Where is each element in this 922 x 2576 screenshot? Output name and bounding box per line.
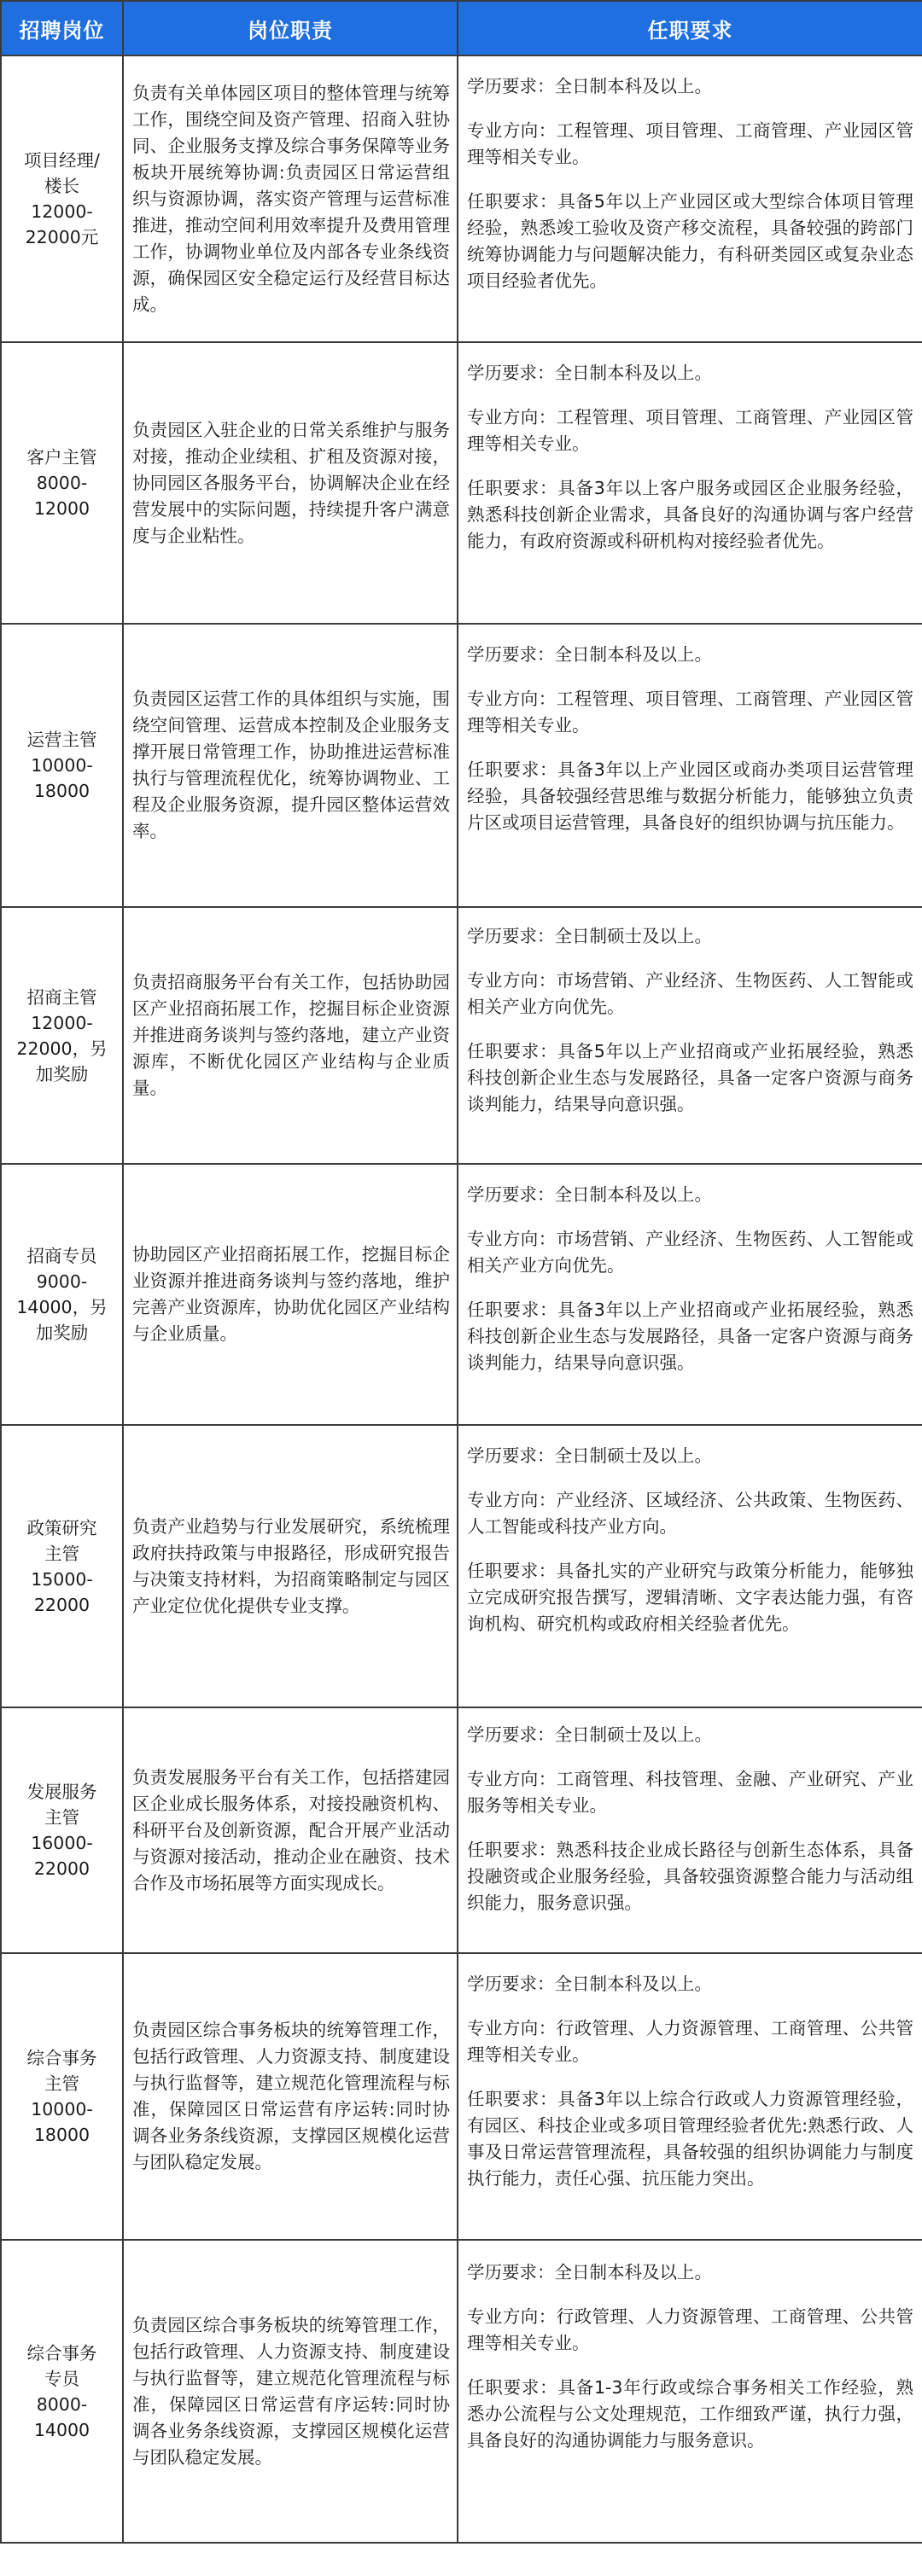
duties-cell: 负责园区综合事务板块的统筹管理工作，包括行政管理、人力资源支持、制度建设与执行监督等，建立规范化管理流程与标准，保障园区日常运营有序运转:同时协调各业务条线资源，支撑园区规模化运营与团队稳定发展。: [123, 1953, 458, 2240]
experience-requirement: 任职要求：具备1-3年行政或综合事务相关工作经验，熟悉办公流程与公文处理规范，工作细致严谨，执行力强，具备良好的沟通协调能力与服务意识。: [467, 2377, 913, 2451]
position-line: 主管: [44, 1543, 79, 1564]
major-requirement: 专业方向：工程管理、项目管理、工商管理、产业园区管理等相关专业。: [467, 120, 913, 167]
duties-cell: 负责产业趋势与行业发展研究，系统梳理政府扶持政策与申报路径，形成研究报告与决策支持材料，为招商策略制定与园区产业定位优化提供专业支撑。: [123, 1425, 458, 1707]
experience-requirement: 任职要求：具备3年以上综合行政或人力资源管理经验，有园区、科技企业或多项目管理经验者优先:熟悉行政、人事及日常运营管理流程，具备较强的组织协调能力与制度执行能力，责任心强、抗压能力突出。: [467, 2089, 913, 2189]
duties-cell: 协助园区产业招商拓展工作，挖掘目标企业资源并推进商务谈判与签约落地，维护完善产业资源库，协助优化园区产业结构与企业质量。: [123, 1164, 458, 1425]
header-duties: 岗位职责: [123, 1, 458, 55]
position-line: 16000-: [31, 1833, 93, 1853]
position-line: 12000: [33, 498, 90, 519]
education-requirement: 学历要求：全日制本科及以上。: [467, 2262, 712, 2282]
position-line: 加奖励: [35, 1063, 89, 1084]
position-line: 22000: [33, 1858, 90, 1879]
duties-cell: 负责园区运营工作的具体组织与实施，围绕空间管理、运营成本控制及企业服务支撑开展日常管理工作，协助推进运营标准执行与管理流程优化，统筹协调物业、工程及企业服务资源，提升园区整体运营效率。: [123, 624, 458, 907]
experience-requirement: 任职要求：具备3年以上客户服务或园区企业服务经验，熟悉科技创新企业需求，具备良好的沟通协调与客户经营能力，有政府资源或科研机构对接经验者优先。: [467, 478, 913, 551]
position-line: 14000: [33, 2419, 90, 2440]
table-row: [1, 1425, 922, 1707]
education-requirement: 学历要求：全日制硕士及以上。: [467, 1445, 712, 1466]
position-line: 发展服务: [26, 1782, 97, 1802]
table-row: [1, 342, 922, 624]
position-cell: [1, 1425, 123, 1707]
requirements-cell: [458, 1953, 922, 2240]
experience-requirement: 任职要求：熟悉科技企业成长路径与创新生态体系，具备投融资或企业服务经验，具备较强资源整合能力与活动组织能力，服务意识强。: [467, 1840, 913, 1913]
header-position: 招聘岗位: [1, 1, 123, 55]
position-line: 14000，另: [16, 1297, 108, 1317]
experience-requirement: 任职要求：具备5年以上产业园区或大型综合体项目管理经验，熟悉竣工验收及资产移交流程，具备较强的跨部门统筹协调能力与问题解决能力，有科研类园区或复杂业态项目经验者优先。: [467, 191, 913, 291]
position-cell: [1, 1707, 123, 1953]
position-line: 12000-: [31, 1012, 93, 1033]
table-header-row: [1, 1, 922, 55]
position-line: 招商专员: [26, 1246, 97, 1266]
position-line: 8000-: [36, 473, 88, 493]
requirements-cell: [458, 342, 922, 624]
education-requirement: 学历要求：全日制本科及以上。: [467, 76, 712, 96]
requirements-cell: [458, 1425, 922, 1707]
education-requirement: 学历要求：全日制本科及以上。: [467, 363, 712, 383]
major-requirement: 专业方向：工程管理、项目管理、工商管理、产业园区管理等相关专业。: [467, 407, 913, 454]
duties-cell: 负责招商服务平台有关工作，包括协助园区产业招商拓展工作，挖掘目标企业资源并推进商务谈判与签约落地，建立产业资源库，不断优化园区产业结构与企业质量。: [123, 907, 458, 1164]
position-line: 专员: [44, 2368, 79, 2389]
table-row: [1, 1953, 922, 2240]
position-line: 主管: [44, 2073, 79, 2094]
table-row: [1, 1164, 922, 1425]
position-line: 9000-: [36, 1271, 88, 1292]
position-line: 22000元: [25, 227, 99, 247]
experience-requirement: 任职要求：具备3年以上产业招商或产业拓展经验，熟悉科技创新企业生态与发展路径，具备一定客户资源与商务谈判能力，结果导向意识强。: [467, 1300, 913, 1373]
table-body: [1, 55, 922, 2543]
position-line: 18000: [33, 781, 90, 801]
position-line: 客户主管: [26, 447, 97, 468]
major-requirement: 专业方向：产业经济、区域经济、公共政策、生物医药、人工智能或科技产业方向。: [467, 1490, 913, 1537]
position-line: 22000，另: [16, 1038, 108, 1059]
table-row: [1, 624, 922, 907]
table-row: [1, 2240, 922, 2543]
table-row: [1, 55, 922, 342]
position-line: 12000-: [31, 201, 93, 222]
requirements-cell: [458, 1164, 922, 1425]
table-row: [1, 907, 922, 1164]
position-line: 综合事务: [26, 2048, 97, 2068]
requirements-cell: [458, 624, 922, 907]
position-line: 10000-: [31, 755, 93, 776]
position-line: 22000: [33, 1594, 90, 1615]
position-line: 18000: [33, 2125, 90, 2145]
position-cell: [1, 1953, 123, 2240]
position-line: 项目经理/: [24, 150, 100, 171]
duties-cell: 负责有关单体园区项目的整体管理与统筹工作，围绕空间及资产管理、招商入驻协同、企业服务支撑及综合事务保障等业务板块开展统筹协调:负责园区日常运营组织与资源协调，落实资产管理与运营标准推进，推动空间利用效率提升及费用管理工作，协调物业单位及内部各专业条线资源，确保园区安全稳定运行及经营目标达成。: [123, 55, 458, 342]
major-requirement: 专业方向：市场营销、产业经济、生物医药、人工智能或相关产业方向优先。: [467, 970, 913, 1017]
position-line: 综合事务: [26, 2342, 97, 2364]
requirements-cell: [458, 907, 922, 1164]
position-line: 10000-: [31, 2099, 93, 2120]
education-requirement: 学历要求：全日制硕士及以上。: [467, 1724, 712, 1745]
position-line: 招商主管: [26, 986, 97, 1008]
major-requirement: 专业方向：行政管理、人力资源管理、工商管理、公共管理等相关专业。: [467, 2306, 913, 2353]
position-line: 8000-: [36, 2393, 88, 2415]
header-requirements: 任职要求: [458, 1, 922, 55]
duties-cell: 负责园区综合事务板块的统筹管理工作，包括行政管理、人力资源支持、制度建设与执行监督等，建立规范化管理流程与标准，保障园区日常运营有序运转:同时协调各业务条线资源，支撑园区规模化运营与团队稳定发展。: [123, 2240, 458, 2543]
position-line: 15000-: [31, 1568, 93, 1590]
duties-cell: 负责发展服务平台有关工作，包括搭建园区企业成长服务体系，对接投融资机构、科研平台及创新资源，配合开展产业活动与资源对接活动，推动企业在融资、技术合作及市场拓展等方面实现成长。: [123, 1707, 458, 1953]
position-line: 主管: [44, 1807, 79, 1828]
requirements-cell: [458, 2240, 922, 2543]
experience-requirement: 任职要求：具备扎实的产业研究与政策分析能力，能够独立完成研究报告撰写，逻辑清晰、文字表达能力强，有咨询机构、研究机构或政府相关经验者优先。: [467, 1561, 913, 1634]
education-requirement: 学历要求：全日制硕士及以上。: [467, 926, 712, 946]
duties-cell: 负责园区入驻企业的日常关系维护与服务对接，推动企业续租、扩租及资源对接，协同园区各服务平台，协调解决企业在经营发展中的实际问题，持续提升客户满意度与企业粘性。: [123, 342, 458, 624]
position-cell: [1, 342, 123, 624]
table-row: [1, 1707, 922, 1953]
major-requirement: 专业方向：工程管理、项目管理、工商管理、产业园区管理等相关专业。: [467, 689, 913, 736]
major-requirement: 专业方向：市场营销、产业经济、生物医药、人工智能或相关产业方向优先。: [467, 1229, 913, 1276]
requirements-cell: [458, 55, 922, 342]
major-requirement: 专业方向：工商管理、科技管理、金融、产业研究、产业服务等相关专业。: [467, 1769, 913, 1816]
position-line: 楼长: [44, 176, 79, 196]
position-cell: [1, 1164, 123, 1425]
position-line: 运营主管: [26, 730, 97, 750]
experience-requirement: 任职要求：具备3年以上产业园区或商办类项目运营管理经验，具备较强经营思维与数据分析能力，能够独立负责片区或项目运营管理，具备良好的组织协调与抗压能力。: [467, 759, 913, 833]
position-line: 加奖励: [35, 1323, 89, 1343]
education-requirement: 学历要求：全日制本科及以上。: [467, 1184, 712, 1205]
education-requirement: 学历要求：全日制本科及以上。: [467, 644, 712, 665]
position-cell: [1, 624, 123, 907]
major-requirement: 专业方向：行政管理、人力资源管理、工商管理、公共管理等相关专业。: [467, 2018, 913, 2065]
position-cell: [1, 2240, 123, 2543]
experience-requirement: 任职要求：具备5年以上产业招商或产业拓展经验，熟悉科技创新企业生态与发展路径，具备一定客户资源与商务谈判能力，结果导向意识强。: [467, 1041, 913, 1114]
requirements-cell: [458, 1707, 922, 1953]
education-requirement: 学历要求：全日制本科及以上。: [467, 1974, 712, 1994]
position-line: 政策研究: [26, 1517, 97, 1538]
position-cell: [1, 55, 123, 342]
position-cell: [1, 907, 123, 1164]
